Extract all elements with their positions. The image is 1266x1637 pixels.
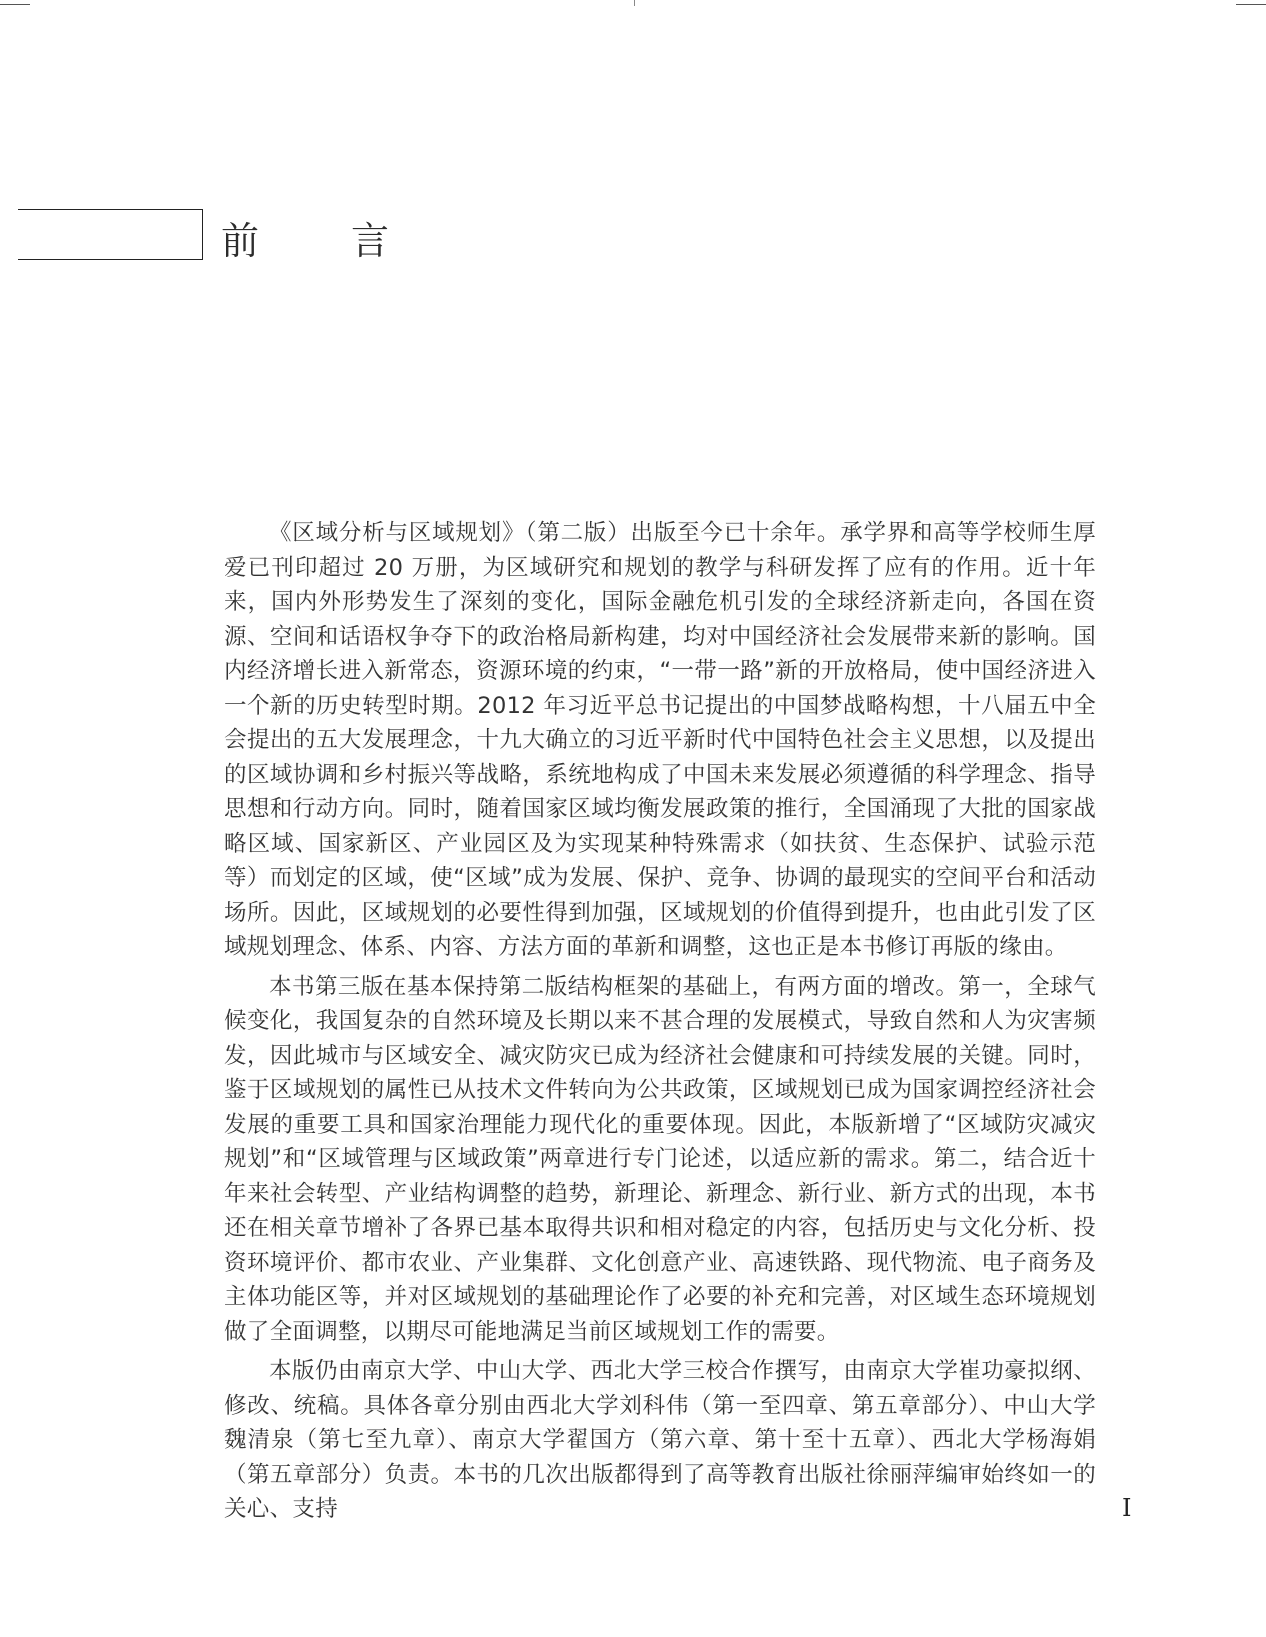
paragraph-2: 本书第三版在基本保持第二版结构框架的基础上，有两方面的增改。第一，全球气候变化，我国复杂的自然环境及长期以来不甚合理的发展模式，导致自然和人为灾害频发，因此城市与区域安全、减灾防灾已成为经济社会健康和可持续发展的关键。同时，鉴于区域规划的属性已从技术文件转向为公共政策，区域规划已成为国家调控经济社会发展的重要工具和国家治理能力现代化的重要体现。因此，本版新增了“区域防灾减灾规划”和“区域管理与区域政策”两章进行专门论述，以适应新的需求。第二，结合近十年来社会转型、产业结构调整的趋势，新理论、新理念、新行业、新方式的出现，本书还在相关章节增补了各界已基本取得共识和相对稳定的内容，包括历史与文化分析、投资环境评价、都市农业、产业集群、文化创意产业、高速铁路、现代物流、电子商务及主体功能区等，并对区域规划的基础理论作了必要的补充和完善，对区域生态环境规划做了全面调整，以期尽可能地满足当前区域规划工作的需要。 — [224, 973, 1096, 1345]
crop-mark-right — [1236, 4, 1266, 5]
title-char-2: 言 — [351, 218, 390, 263]
title-char-1: 前 — [221, 218, 260, 263]
title-decoration-box — [18, 209, 203, 260]
paragraph-1: 《区域分析与区域规划》（第二版）出版至今已十余年。承学界和高等学校师生厚爱已刊印超过 20 万册，为区域研究和规划的教学与科研发挥了应有的作用。近十年来，国内外形势发生了深刻的变化，国际金融危机引发的全球经济新走向，各国在资源、空间和话语权争夺下的政治格局新构建，均对中国经济社会发展带来新的影响。国内经济增长进入新常态，资源环境的约束，“一带一路”新的开放格局，使中国经济进入一个新的历史转型时期。2012 年习近平总书记提出的中国梦战略构想，十八届五中全会提出的五大发展理念，十九大确立的习近平新时代中国特色社会主义思想，以及提出的区域协调和乡村振兴等战略，系统地构成了中国未来发展必须遵循的科学理念、指导思想和行动方向。同时，随着国家区域均衡发展政策的推行，全国涌现了大批的国家战略区域、国家新区、产业园区及为实现某种特殊需求（如扶贫、生态保护、试验示范等）而划定的区域，使“区域”成为发展、保护、竞争、协调的最现实的空间平台和活动场所。因此，区域规划的必要性得到加强，区域规划的价值得到提升，也由此引发了区域规划理念、体系、内容、方法方面的革新和调整，这也正是本书修订再版的缘由。 — [224, 520, 1096, 960]
crop-mark-center — [634, 0, 635, 6]
crop-mark-left — [0, 4, 30, 5]
page-title — [221, 210, 389, 264]
preface-body — [224, 516, 1096, 1532]
paragraph-3: 本版仍由南京大学、中山大学、西北大学三校合作撰写，由南京大学崔功豪拟纲、修改、统稿。具体各章分别由西北大学刘科伟（第一至四章、第五章部分）、中山大学魏清泉（第七至九章）、南京大学翟国方（第六章、第十至十五章）、西北大学杨海娟（第五章部分）负责。本书的几次出版都得到了高等教育出版社徐丽萍编审始终如一的关心、支持 — [224, 1358, 1096, 1522]
page-number: I — [1122, 1494, 1132, 1522]
